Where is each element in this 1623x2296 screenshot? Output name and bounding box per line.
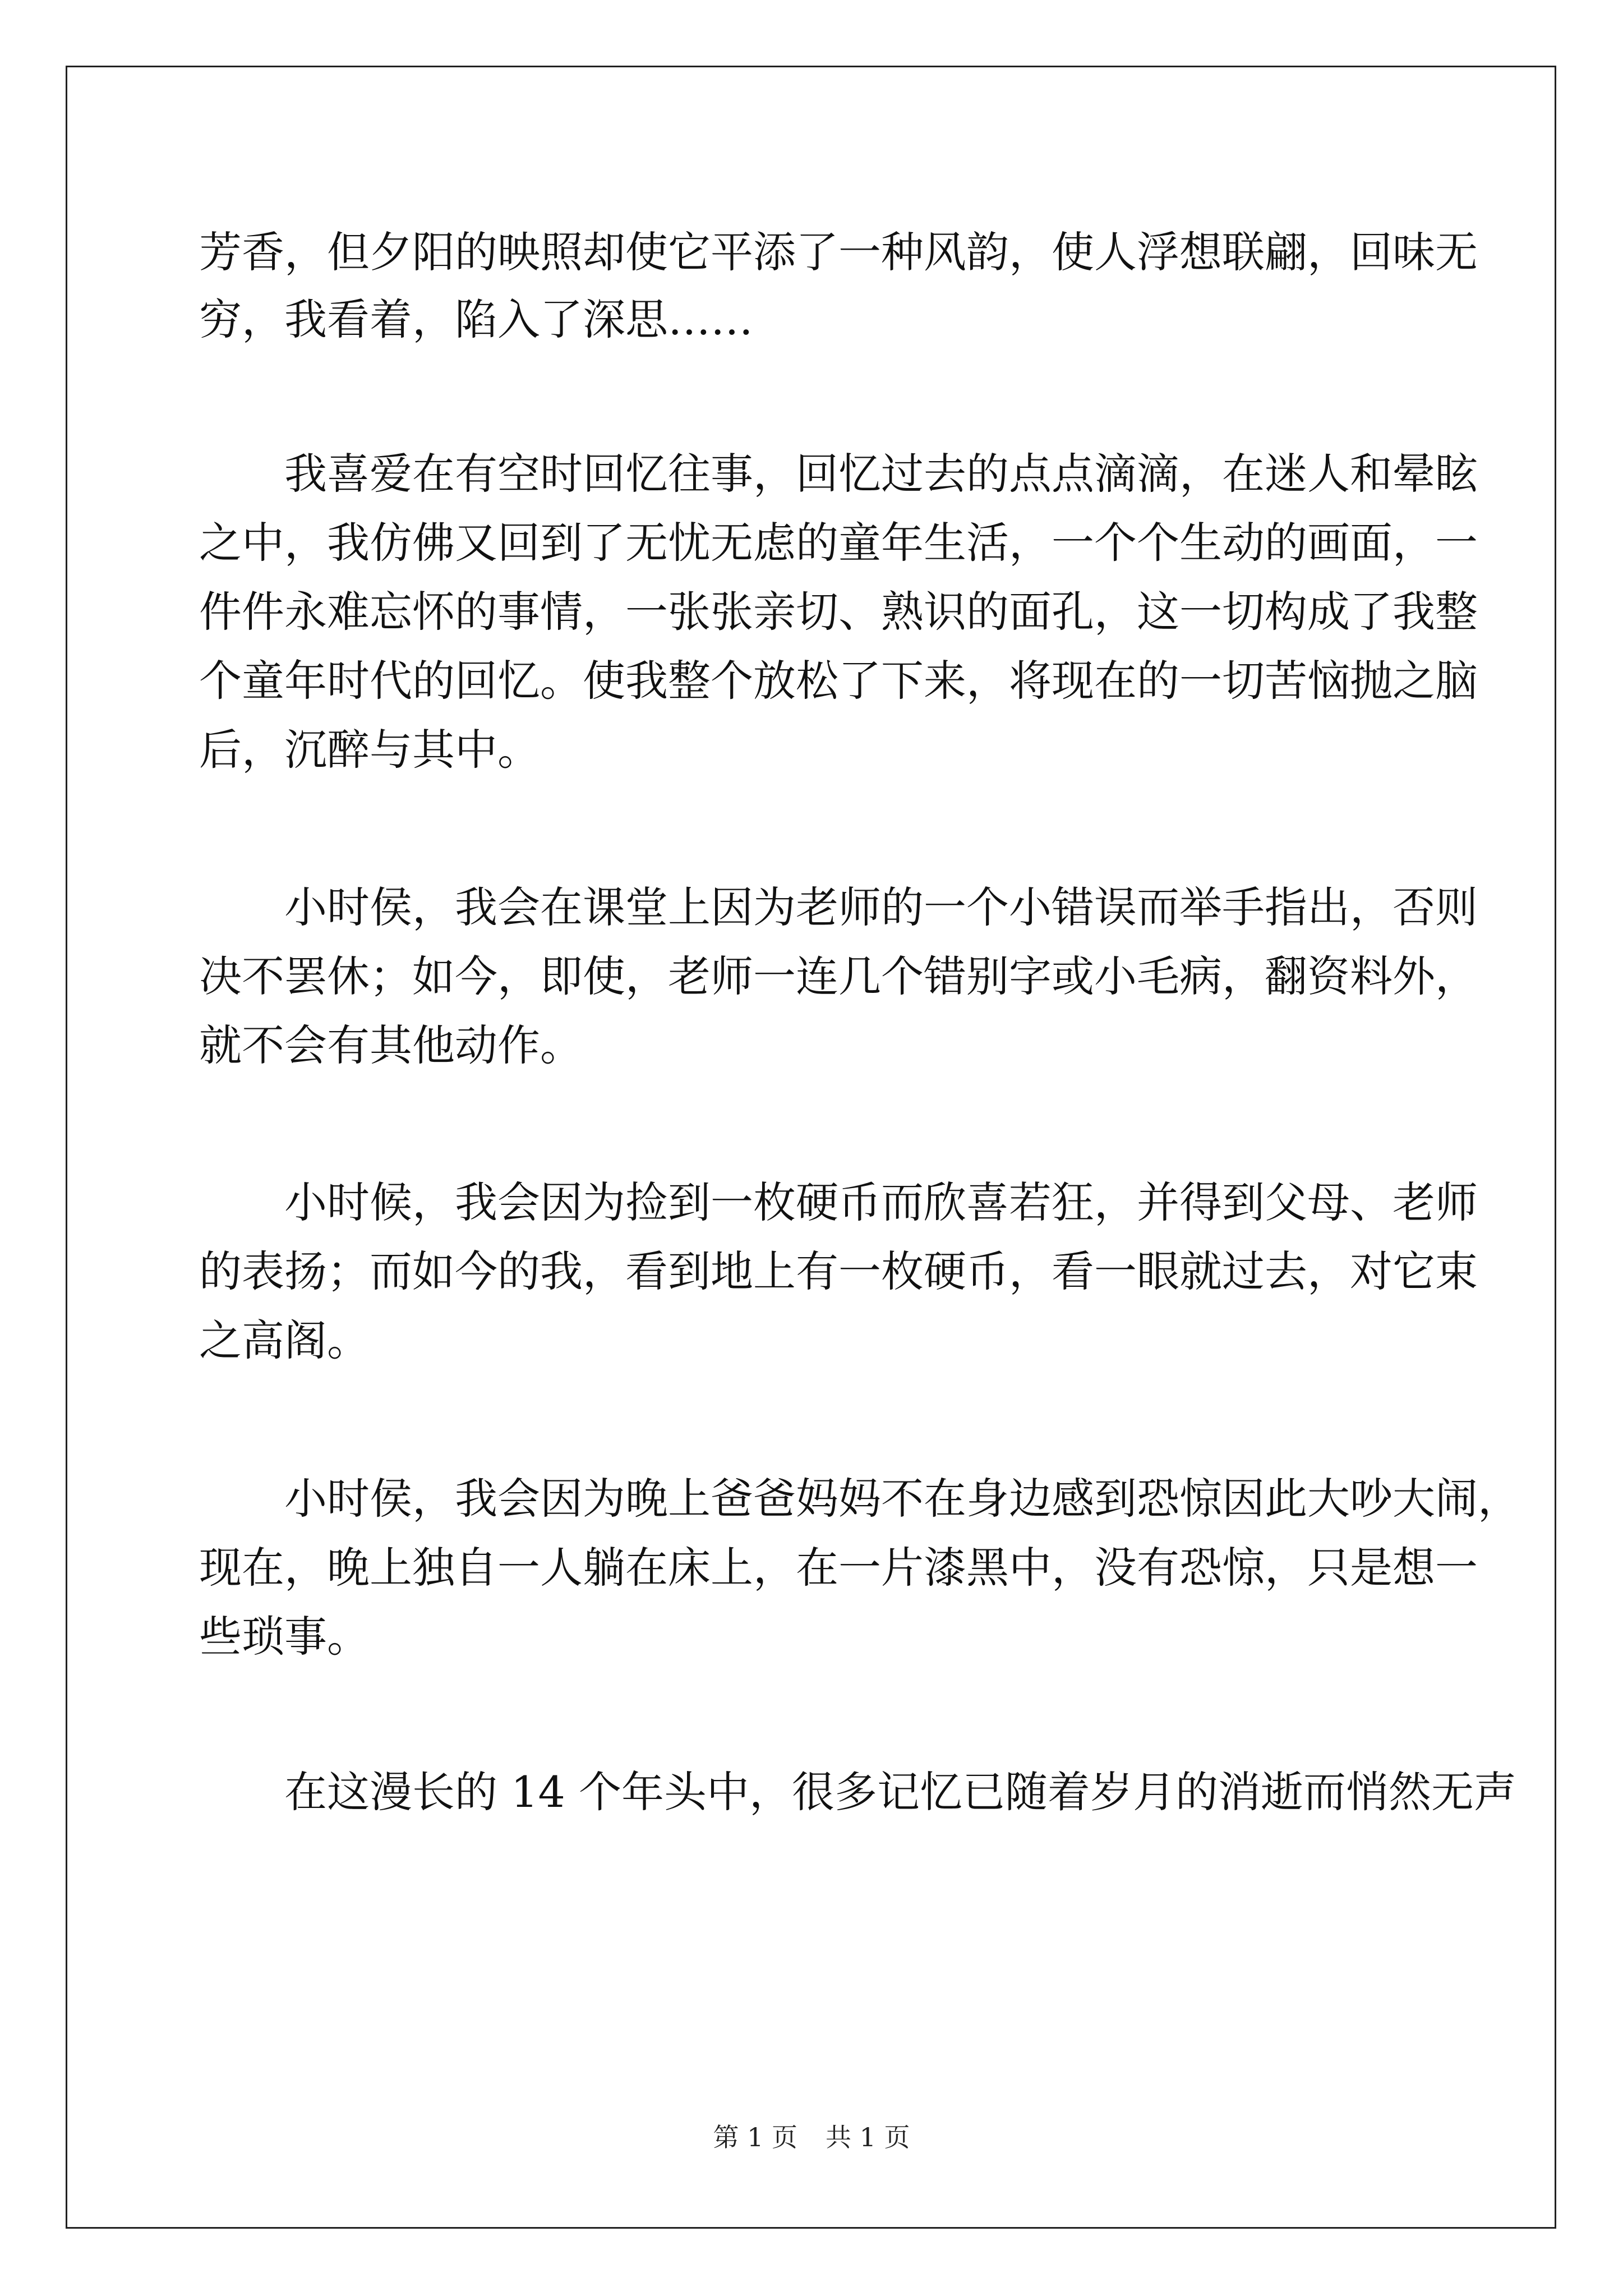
page-footer xyxy=(0,2120,1623,2154)
text-line: 小时候，我会因为捡到一枚硬币而欣喜若狂，并得到父母、老师 xyxy=(199,1177,1478,1227)
text-line: 决不罢休；如今，即使，老师一连几个错别字或小毛病，翻资料外， xyxy=(199,951,1478,1001)
text-line: 穷，我看着，陷入了深思…… xyxy=(199,295,753,344)
text-line: 之高阁。 xyxy=(199,1315,370,1365)
text-line: 的表扬；而如今的我，看到地上有一枚硬币，看一眼就过去，对它束 xyxy=(199,1246,1478,1296)
text-line: 件件永难忘怀的事情，一张张亲切、熟识的面孔，这一切构成了我整 xyxy=(199,587,1478,637)
text-line: 芳香，但夕阳的映照却使它平添了一种风韵，使人浮想联翩，回味无 xyxy=(199,227,1478,277)
text-line: 小时侯，我会在课堂上因为老师的一个小错误而举手指出，否则 xyxy=(199,882,1478,932)
text-line: 就不会有其他动作。 xyxy=(199,1020,583,1070)
text-line: 些琐事。 xyxy=(199,1612,370,1662)
text-line: 在这漫长的 14 个年头中，很多记忆已随着岁月的消逝而悄然无声 xyxy=(199,1767,1517,1817)
text-line: 个童年时代的回忆。使我整个放松了下来，将现在的一切苦恼抛之脑 xyxy=(199,656,1478,706)
page-total: 共 1 页 xyxy=(826,2122,910,2152)
text-line: 之中，我仿佛又回到了无忧无虑的童年生活，一个个生动的画面，一 xyxy=(199,518,1478,568)
text-line: 我喜爱在有空时回忆往事，回忆过去的点点滴滴，在迷人和晕眩 xyxy=(199,449,1478,499)
text-line: 现在，晚上独自一人躺在床上，在一片漆黑中，没有恐惊，只是想一 xyxy=(199,1543,1478,1593)
page-number: 第 1 页 xyxy=(713,2122,797,2152)
text-line: 后，沉醉与其中。 xyxy=(199,725,540,775)
page-border xyxy=(66,66,1556,2229)
text-line: 小时侯，我会因为晚上爸爸妈妈不在身边感到恐惊因此大吵大闹， xyxy=(199,1474,1520,1524)
